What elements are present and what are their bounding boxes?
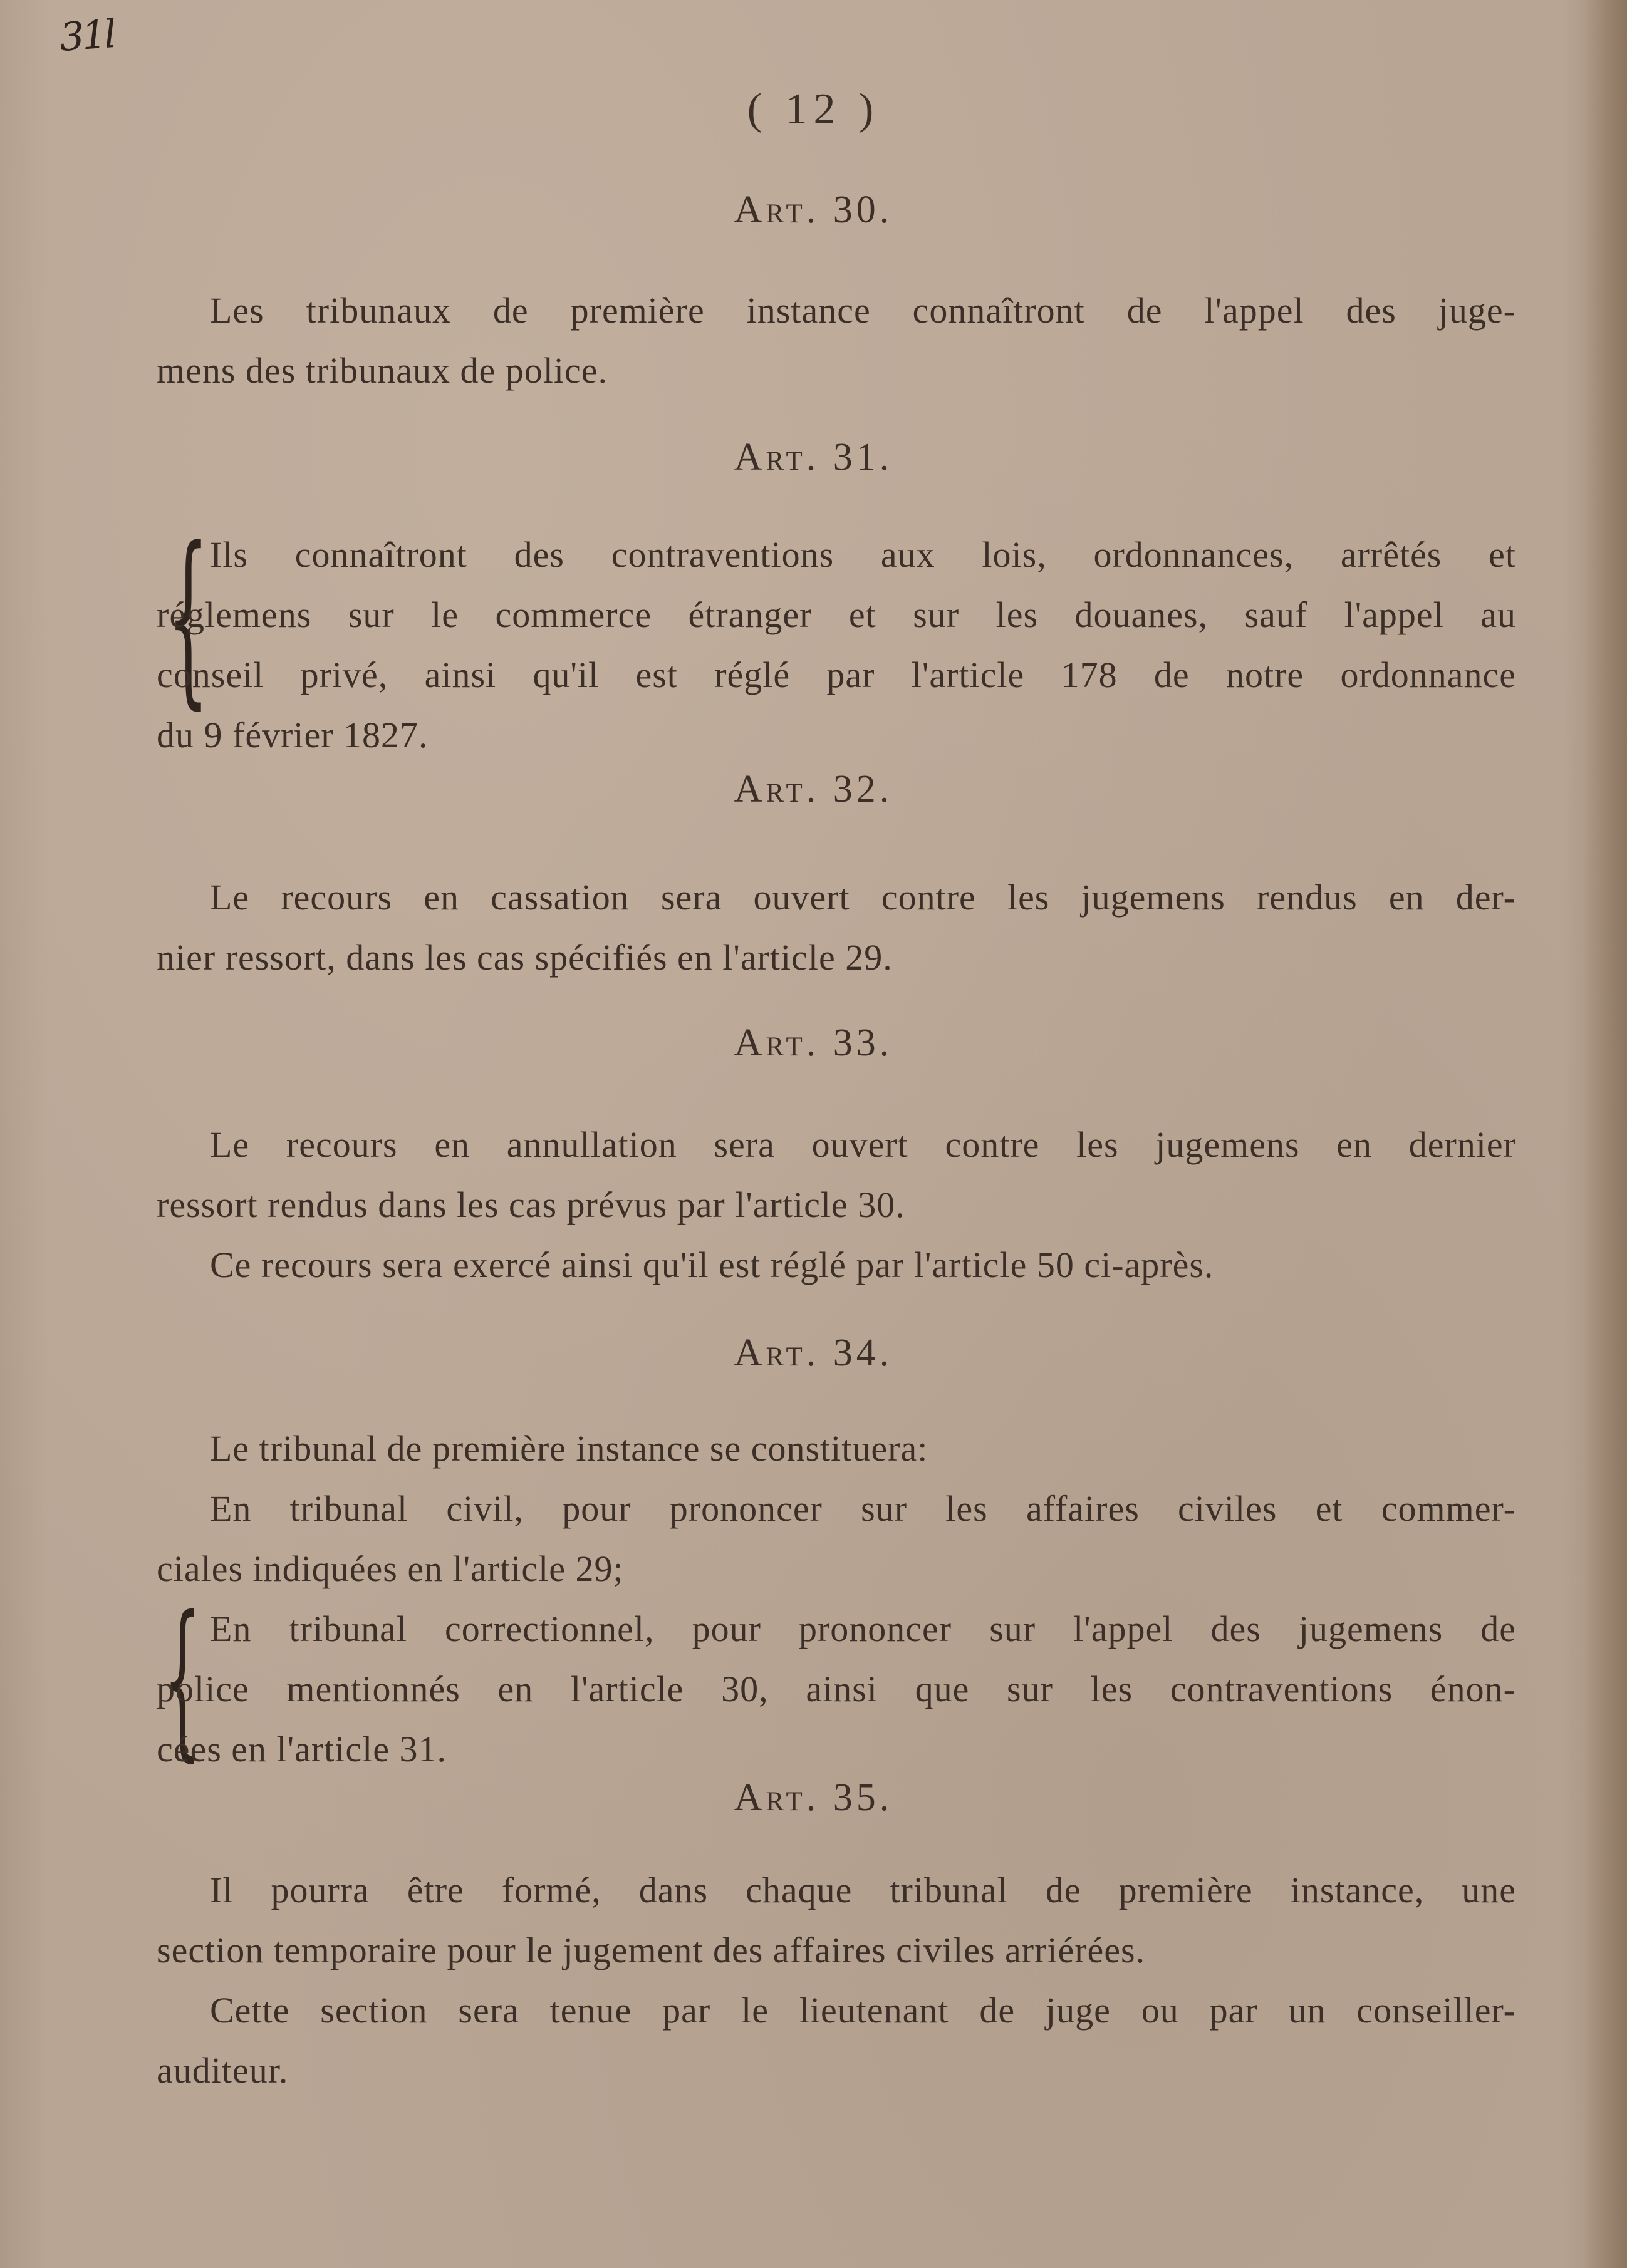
text-line: Ce recours sera exercé ainsi qu'il est réglé par l'article 50 ci-après. [210, 1245, 1214, 1285]
article-35-text [157, 1860, 1516, 2101]
article-32-heading: Art. 32. [734, 768, 893, 810]
text-line: Le recours en annullation sera ouvert contre les jugemens en dernier [210, 1124, 1516, 1165]
article-32-text [157, 867, 1516, 988]
text-line: conseil privé, ainsi qu'il est réglé par l'article 178 de notre ordonnance [157, 655, 1516, 695]
article-31-text [157, 507, 1516, 765]
text-line: ressort rendus dans les cas prévus par l'article 30. [157, 1184, 905, 1225]
article-34-heading: Art. 34. [734, 1332, 893, 1374]
text-line: Le tribunal de première instance se constituera: [210, 1428, 928, 1469]
text-line: Cette section sera tenue par le lieutenant de juge ou par un conseiller- [210, 1990, 1516, 2031]
article-30-heading: Art. 30. [734, 189, 893, 231]
text-line: auditeur. [157, 2050, 289, 2091]
text-line: cées en l'article 31. [157, 1729, 447, 1769]
text-line: réglemens sur le commerce étranger et sur les douanes, sauf l'appel au [157, 594, 1516, 635]
article-35-heading: Art. 35. [734, 1776, 893, 1819]
article-33-heading: Art. 33. [734, 1022, 893, 1064]
handwritten-margin-brace: { [163, 1580, 201, 1777]
article-30-text [157, 281, 1516, 401]
text-line: Il pourra être formé, dans chaque tribunal de première instance, une [210, 1870, 1516, 1910]
text-line: ciales indiquées en l'article 29; [157, 1548, 624, 1589]
page-number: ( 12 ) [747, 85, 880, 133]
handwritten-folio-note: 31l [58, 11, 116, 60]
article-31-heading: Art. 31. [734, 436, 893, 479]
text-line: Le recours en cassation sera ouvert contre les jugemens rendus en der- [210, 877, 1516, 918]
text-line: En tribunal correctionnel, pour prononcer sur l'appel des jugemens de [210, 1608, 1516, 1649]
text-line: Ils connaîtront des contraventions aux lois, ordonnances, arrêtés et [210, 534, 1516, 575]
text-line: Les tribunaux de première instance connaîtront de l'appel des juge- [210, 290, 1516, 331]
page-edge-shadow [1583, 0, 1627, 2268]
handwritten-margin-brace: { [167, 507, 209, 726]
text-line: police mentionnés en l'article 30, ainsi que sur les contraventions énon- [157, 1669, 1516, 1709]
text-line: mens des tribunaux de police. [157, 350, 608, 391]
article-33-text [157, 1115, 1516, 1295]
text-line: nier ressort, dans les cas spécifiés en l'article 29. [157, 937, 893, 978]
article-34-text [157, 1419, 1516, 1779]
text-line: du 9 février 1827. [157, 715, 429, 755]
text-line: En tribunal civil, pour prononcer sur les affaires civiles et commer- [210, 1488, 1516, 1529]
text-line: section temporaire pour le jugement des affaires civiles arriérées. [157, 1930, 1146, 1970]
